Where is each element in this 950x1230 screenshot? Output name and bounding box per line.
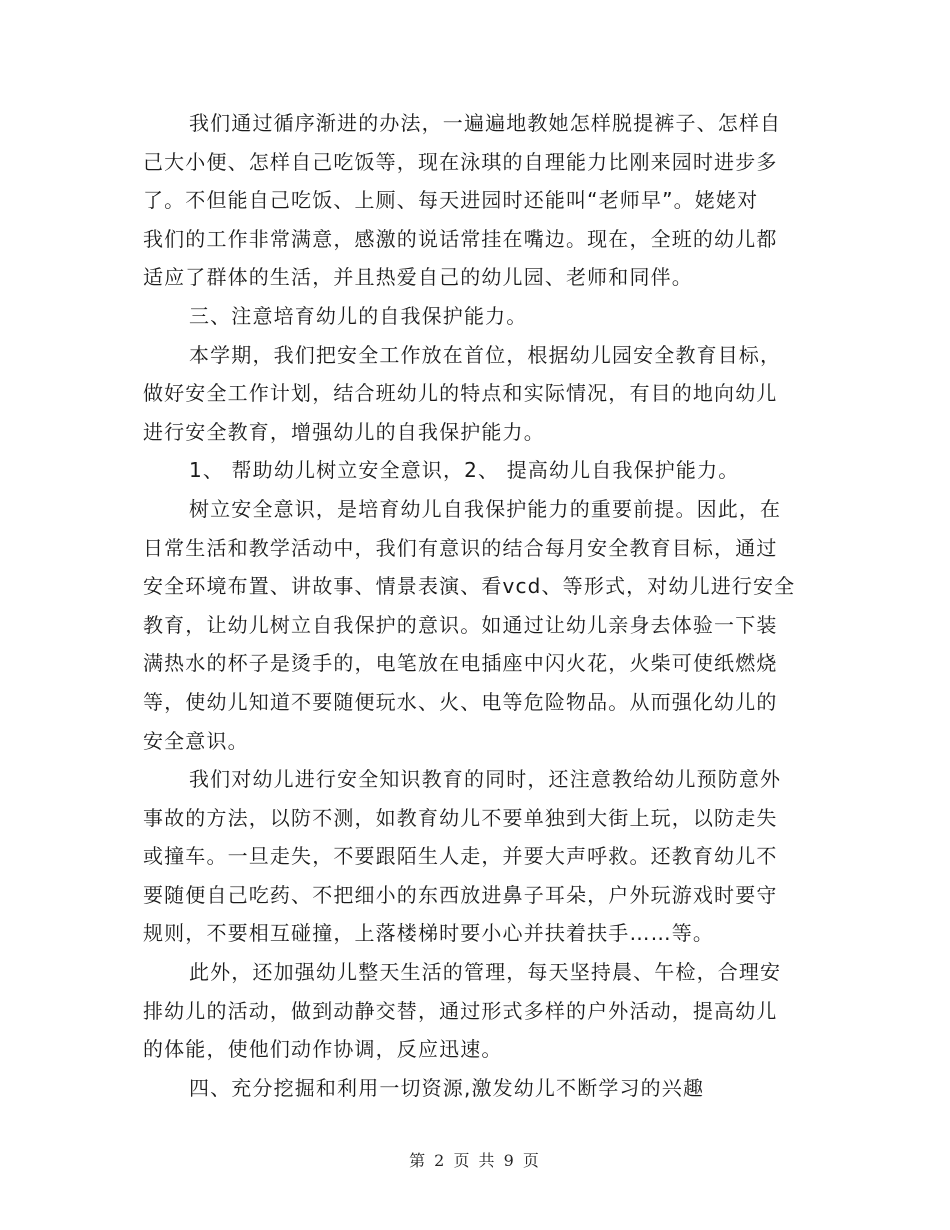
paragraph-line: 进行安全教育，增强幼儿的自我保护能力。 [143,419,545,444]
paragraph-line: 的体能，使他们动作协调，反应迅速。 [143,1037,503,1062]
section-heading: 三、注意培育幼儿的自我保护能力。 [189,303,528,328]
page-number-footer: 第 2 页 共 9 页 [409,1151,541,1170]
paragraph-line: 树立安全意识，是培育幼儿自我保护能力的重要前提。因此，在 [189,496,782,521]
paragraph-line: 此外，还加强幼儿整天生活的管理，每天坚持晨、午检，合理安 [189,960,782,985]
paragraph-line: 我们通过循序渐进的办法，一遍遍地教她怎样脱提裤子、怎样自 [189,111,782,135]
paragraph-line: 了。不但能自己吃饭、上厕、每天进园时还能叫“老师早”。姥姥对 [143,188,759,213]
paragraph-line: 适应了群体的生活，并且热爱自己的幼儿园、老师和同伴。 [143,265,693,290]
document-body [143,104,815,1107]
paragraph-line: 或撞车。一旦走失，不要跟陌生人走，并要大声呼救。还教育幼儿不 [143,844,778,869]
paragraph-line: 事故的方法，以防不测，如教育幼儿不要单独到大街上玩，以防走失 [143,805,778,830]
paragraph-line: 教育，让幼儿树立自我保护的意识。如通过让幼儿亲身去体验一下装 [143,612,778,637]
section-heading: 四、充分挖掘和利用一切资源,激发幼儿不断学习的兴趣 [189,1075,705,1100]
paragraph-line: 安全意识。 [143,728,249,753]
paragraph-line: 我们的工作非常满意，感激的说话常挂在嘴边。现在，全班的幼儿都 [143,226,778,251]
paragraph-line: 要随便自己吃药、不把细小的东西放进鼻子耳朵，户外玩游戏时要守 [143,882,778,907]
paragraph-line: 做好安全工作计划，结合班幼儿的特点和实际情况，有目的地向幼儿 [143,381,778,406]
paragraph-line: 等，使幼儿知道不要随便玩水、火、电等危险物品。从而强化幼儿的 [143,689,778,714]
paragraph-line: 己大小便、怎样自己吃饭等，现在泳琪的自理能力比刚来园时进步多 [143,149,778,174]
paragraph-line: 规则，不要相互碰撞，上落楼梯时要小心并扶着扶手……等。 [143,921,715,946]
paragraph-line: 我们对幼儿进行安全知识教育的同时，还注意教给幼儿预防意外 [189,767,782,792]
paragraph-line: 排幼儿的活动，做到动静交替，通过形式多样的户外活动，提高幼儿 [143,998,778,1023]
paragraph-line: 日常生活和教学活动中，我们有意识的结合每月安全教育目标，通过 [143,535,778,560]
paragraph-line: 本学期，我们把安全工作放在首位，根据幼儿园安全教育目标， [189,342,782,367]
list-line: 1、 帮助幼儿树立安全意识，2、 提高幼儿自我保护能力。 [189,458,740,483]
paragraph-line: 安全环境布置、讲故事、情景表演、看vcd、等形式，对幼儿进行安全 [143,574,796,599]
paragraph-line: 满热水的杯子是烫手的，电笔放在电插座中闪火花，火柴可使纸燃烧 [143,651,778,676]
